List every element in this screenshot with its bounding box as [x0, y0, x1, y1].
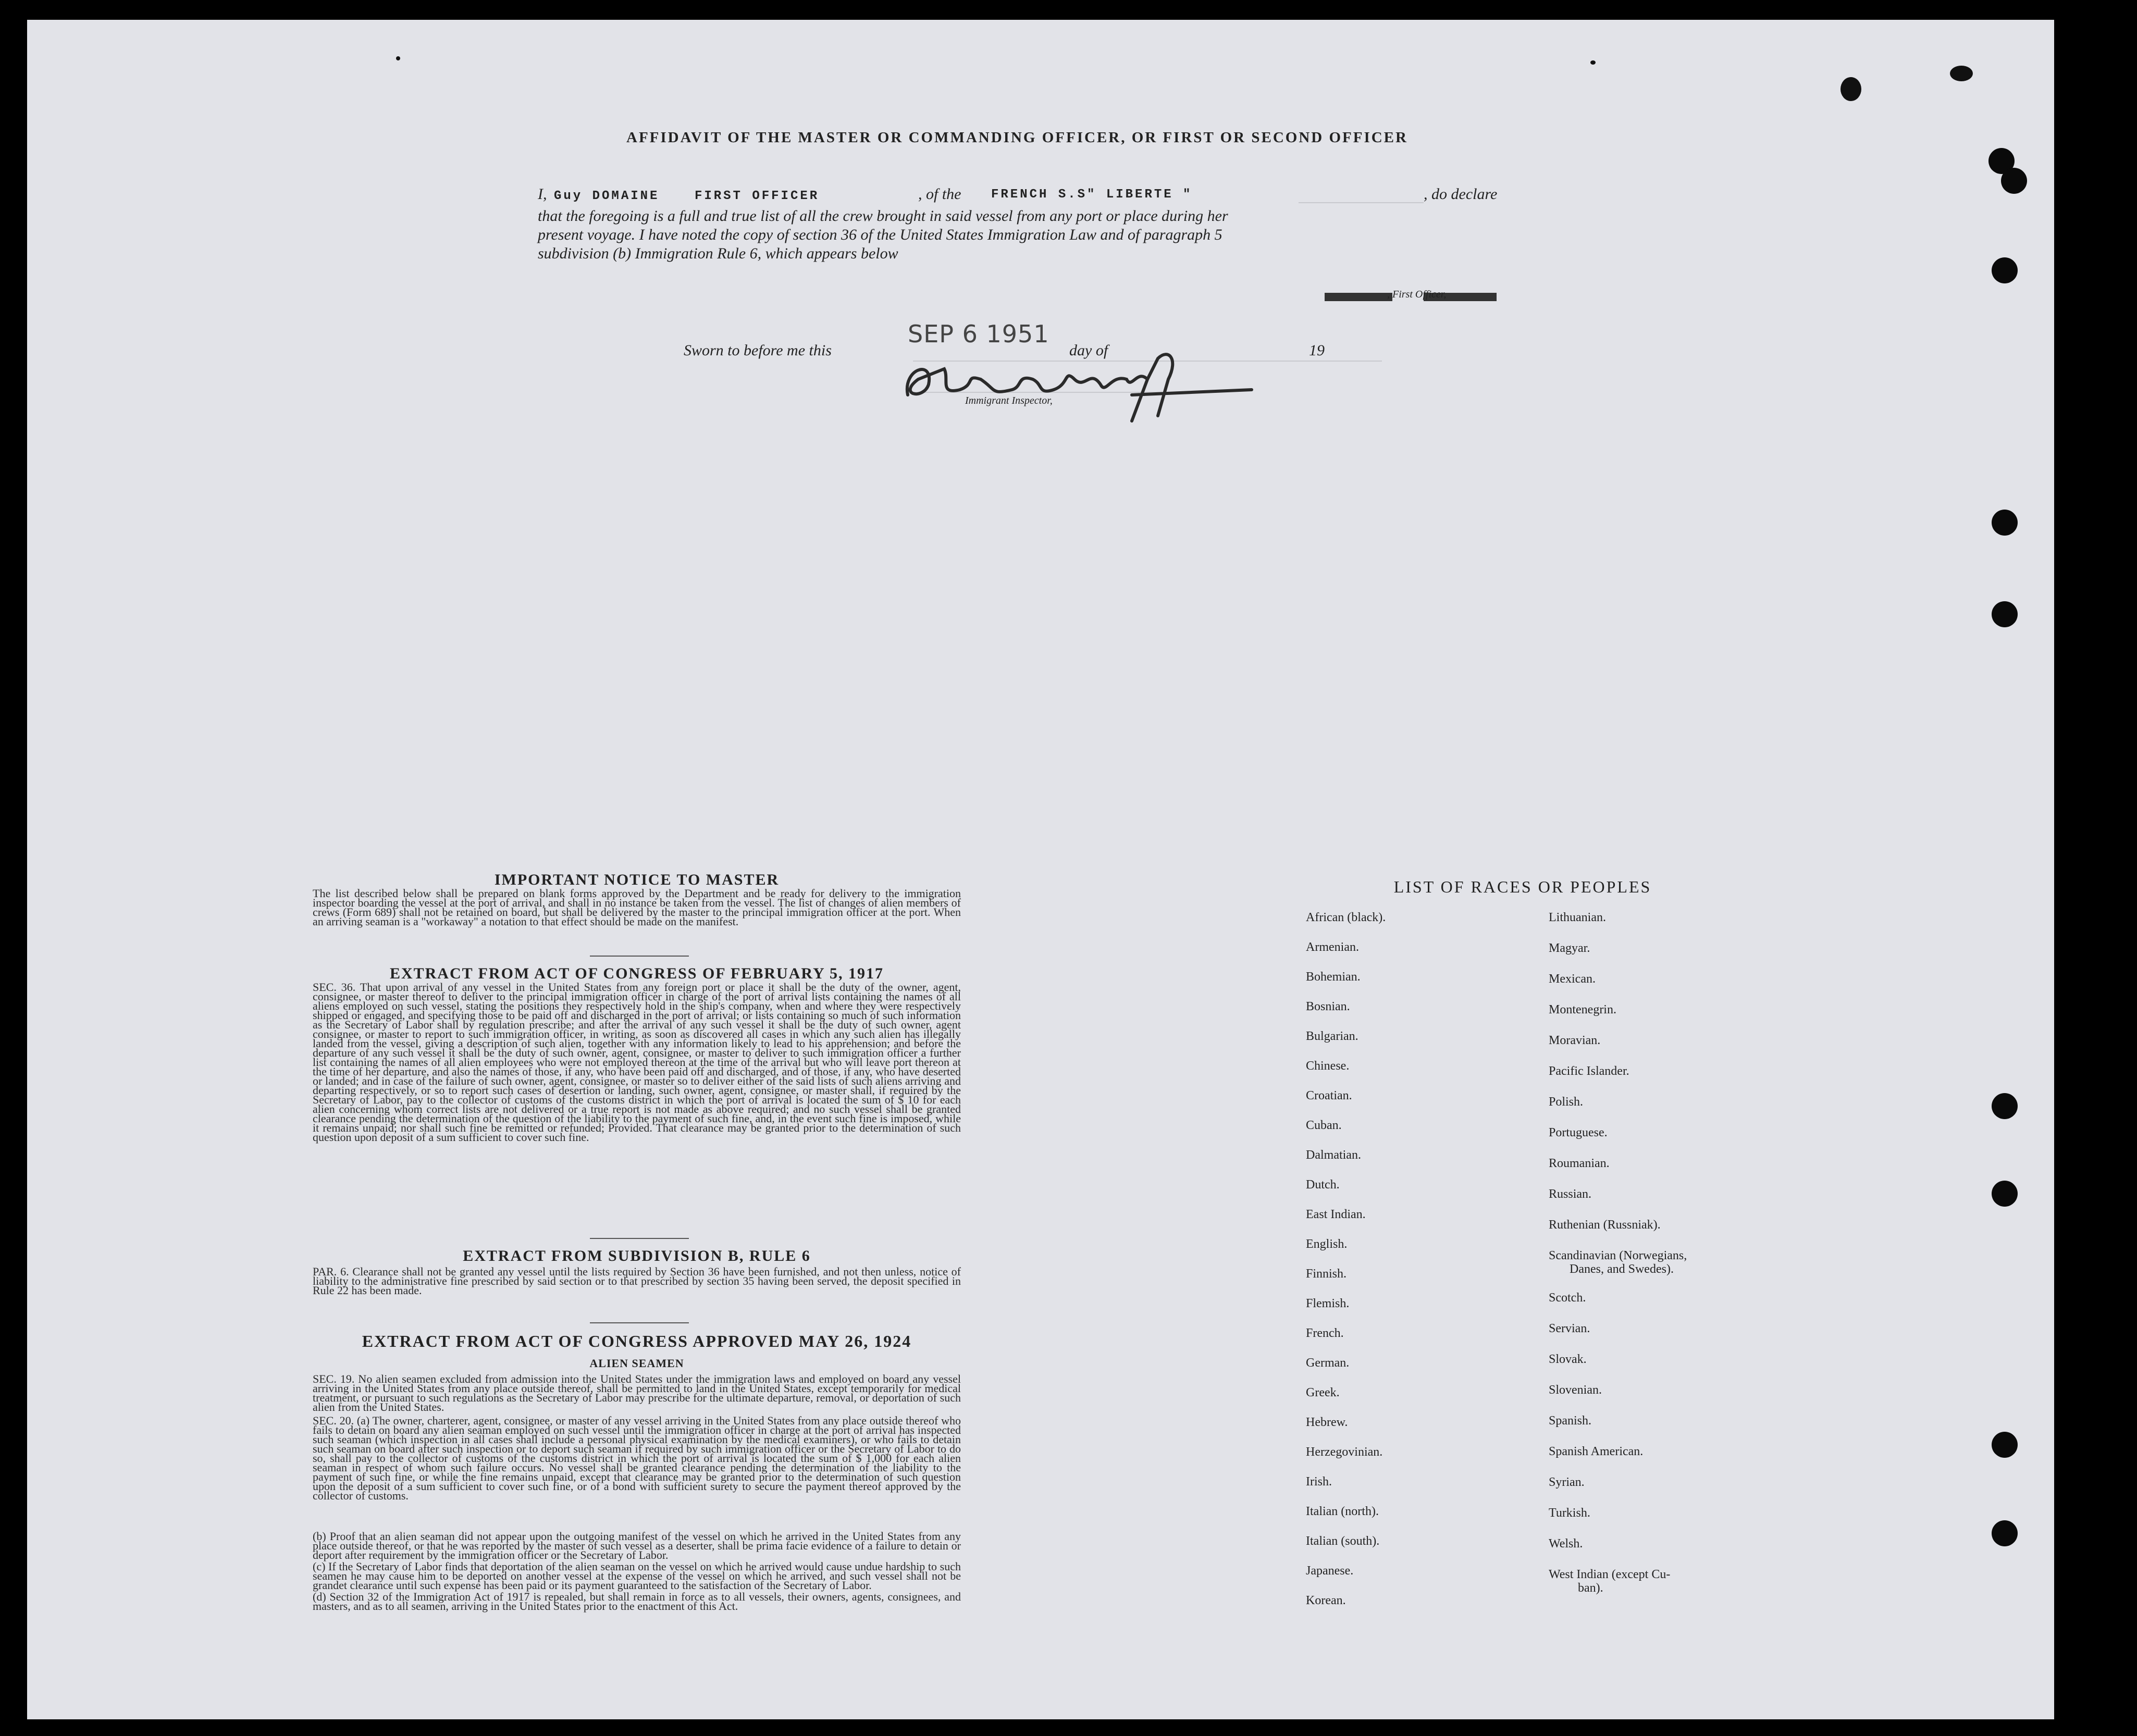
document-page	[27, 20, 2054, 1719]
race-item: East Indian.	[1306, 1208, 1366, 1221]
sec19-body: SEC. 19. No alien seamen excluded from admission into the United States under the immigration laws and employed on board any vessel arriving in the United States from any place outside thereof, shall be permitted to land in the United States, except temporarily for medical treatment, or pursuant to such regulations as the Secretary of Labor may prescribe for the ultimate departure, removal, or deportation of such alien from the United States.	[313, 1372, 961, 1413]
race-item: Pacific Islander.	[1549, 1064, 1629, 1078]
divider	[590, 1238, 689, 1239]
race-item: West Indian (except Cu-	[1549, 1568, 1671, 1581]
race-item-continuation: Danes, and Swedes).	[1570, 1262, 1674, 1276]
races-column-1	[1306, 911, 1478, 1640]
race-item: Bulgarian.	[1306, 1030, 1358, 1043]
race-item: African (black).	[1306, 911, 1386, 924]
race-item: Chinese.	[1306, 1059, 1350, 1073]
year-prefix: 19	[1309, 342, 1325, 359]
race-item: Hebrew.	[1306, 1416, 1348, 1429]
punch-hole	[1992, 1181, 2018, 1207]
punch-hole	[1992, 1093, 2018, 1119]
do-declare-text: , do declare	[1424, 185, 1498, 203]
sec20c-body: (c) If the Secretary of Labor finds that deportation of the alien seaman on the vessel on which he arrived would cause undue hardship to such seamen he may cause him to be deported on another vessel at the expense of the vessel on which he arrived, and such vessel shall not be grandet clearance until such expense has been paid or its payment guaranteed to the satisfaction of the Secretary of Labor.	[313, 1560, 961, 1592]
race-item: Dalmatian.	[1306, 1148, 1361, 1162]
ink-blot	[1840, 77, 1861, 101]
race-item: Greek.	[1306, 1386, 1340, 1399]
punch-hole	[1992, 601, 2018, 627]
race-item-continuation: ban).	[1578, 1581, 1603, 1595]
notice-title: IMPORTANT NOTICE TO MASTER	[494, 871, 780, 888]
signature-stroke	[907, 354, 1252, 421]
date-stamp: SEP 6 1951	[908, 320, 1049, 348]
punch-hole	[1992, 1432, 2018, 1458]
race-item: Korean.	[1306, 1594, 1346, 1607]
races-column-2	[1549, 911, 1768, 1640]
race-item: Armenian.	[1306, 940, 1359, 954]
race-item: Spanish.	[1549, 1414, 1592, 1428]
race-item: Japanese.	[1306, 1564, 1354, 1578]
notice-body: The list described below shall be prepared on blank forms approved by the Department and be ready for delivery to the immigration inspector boarding the vessel at the port of arrival, and shall in no instance be taken from the vessel. The list of changes of alien members of crews (Form 689) shall not be retained on board, but shall be delivered by the master to the principal immigration officer at the port. When an arriving seaman is a "workaway" a notation to that effect should be made on the manifest.	[313, 887, 961, 928]
sec20b-body: (b) Proof that an alien seaman did not appear upon the outgoing manifest of the vessel on which he arrived in the United States from any place outside thereof, or that he was reported by the master of such vessel as a deserter, shall be prima facie evidence of a failure to detain or deport after requirement by the immigration officer or the Secretary of Labor.	[313, 1530, 961, 1561]
race-item: Ruthenian (Russniak).	[1549, 1218, 1661, 1232]
race-item: Bohemian.	[1306, 970, 1361, 984]
inspector-label: Immigrant Inspector,	[965, 395, 1053, 406]
punch-hole	[1992, 257, 2018, 283]
race-item: English.	[1306, 1237, 1348, 1251]
affidavit-title: AFFIDAVIT OF THE MASTER OR COMMANDING OFFICER, OR FIRST OR SECOND OFFICER	[626, 129, 1408, 146]
divider	[590, 1322, 689, 1323]
race-item: Scotch.	[1549, 1291, 1586, 1305]
race-item: Turkish.	[1549, 1506, 1590, 1520]
race-item: Cuban.	[1306, 1119, 1342, 1132]
extract-1917-title: EXTRACT FROM ACT OF CONGRESS OF FEBRUARY 5, 1917	[389, 965, 884, 982]
race-item: Roumanian.	[1549, 1157, 1610, 1170]
officer-sign-line: , First Officer,	[1387, 289, 1447, 300]
redaction-bar	[1325, 293, 1392, 301]
vessel-name: FRENCH S.S" LIBERTE "	[991, 188, 1193, 202]
race-item: Spanish American.	[1549, 1445, 1644, 1458]
blank-line	[1299, 202, 1424, 203]
race-item: Portuguese.	[1549, 1126, 1608, 1139]
affidavit-line-3: present voyage. I have noted the copy of section 36 of the United States Immigration Law and of paragraph 5	[538, 226, 1222, 243]
ink-speck	[396, 56, 400, 60]
extract-1917-body: SEC. 36. That upon arrival of any vessel in the United States from any foreign port or place it shall be the duty of the owner, agent, consignee, or master thereof to deliver to the principal immigration officer in charge of the port of arrival lists containing the names of all aliens employed on such vessel, stating the positions they respectively hold in the ship's company, when and where they were respectively shipped or engaged, and specifying those to be paid off and discharged in the port of arrival; or lists containing so much of such information as the Secretary of Labor shall by regulation prescribe; and after the arrival of any such vessel it shall be the duty of such owner, agent consignee, or master to report to such immigration officer, in writing, as soon as discovered all cases in which any such alien has illegally landed from the vessel, giving a description of such alien, together with any information likely to lead to his apprehension; and before the departure of any such vessel it shall be the duty of such owner, agent, consignee, or master to deliver to such immigration officer a further list containing the names of all alien employees who were not employed thereon at the time of the arrival but who will leave port thereon at the time of her departure, and also the names of those, if any, who have been paid off and discharged, and of those, if any, who have deserted or landed; and in case of the failure of such owner, agent, consignee, or master so to deliver either of the said lists of such aliens arriving and departing respectively, or so to report such cases of desertion or landing, such owner, agent, consignee, or master shall, if required by the Secretary of Labor, pay to the collector of customs of the customs district in which the port of arrival is located the sum of $ 10 for each alien concerning whom correct lists are not delivered or a true report is not made as above required; and no such vessel shall be granted clearance pending the determination of the question of the liability to the payment of such fine, and, in the event such fine is imposed, while it remains unpaid; nor shall such fine be remitted or refunded; Provided. That clearance may be granted prior to the determination of such question upon deposit of a sum sufficient to cover such fine.	[313, 981, 961, 1144]
ink-speck	[1590, 60, 1596, 65]
race-item: Dutch.	[1306, 1178, 1340, 1192]
inspector-signature	[887, 338, 1273, 426]
race-item: Italian (north).	[1306, 1505, 1379, 1518]
race-item: Slovak.	[1549, 1353, 1587, 1366]
race-item: Slovenian.	[1549, 1383, 1602, 1397]
sec20d-body: (d) Section 32 of the Immigration Act of 1917 is repealed, but shall remain in force as to all vessels, their owners, agents, consignees, and masters, and as to all seamen, arriving in the United States prior to the enactment of this Act.	[313, 1590, 961, 1613]
affidavit-prefix: I,	[538, 185, 547, 203]
sworn-text: Sworn to before me this	[684, 342, 832, 359]
punch-hole	[1992, 1520, 2018, 1546]
race-item: Mexican.	[1549, 972, 1596, 986]
race-item: Italian (south).	[1306, 1534, 1380, 1548]
races-title: LIST OF RACES OR PEOPLES	[1393, 877, 1652, 896]
race-item: Herzegovinian.	[1306, 1445, 1383, 1459]
race-item: Finnish.	[1306, 1267, 1347, 1281]
ink-blot	[1950, 66, 1973, 81]
of-the-text: , of the	[918, 185, 961, 203]
race-item: Polish.	[1549, 1095, 1584, 1109]
race-item: German.	[1306, 1356, 1350, 1370]
race-item: Croatian.	[1306, 1089, 1352, 1102]
extract-1924-subtitle: ALIEN SEAMEN	[589, 1357, 684, 1370]
officer-rank: FIRST OFFICER	[694, 189, 820, 203]
race-item: Moravian.	[1549, 1034, 1601, 1047]
race-item: Lithuanian.	[1549, 911, 1606, 924]
race-item: Montenegrin.	[1549, 1003, 1616, 1016]
race-item: Irish.	[1306, 1475, 1332, 1489]
race-item: Welsh.	[1549, 1537, 1583, 1551]
race-item: Servian.	[1549, 1322, 1590, 1335]
extract-rule6-body: PAR. 6. Clearance shall not be granted any vessel until the lists required by Section 36 have been furnished, and not then unless, notice of liability to the administrative fine prescribed by said section or to that prescribed by section 35 having been served, the deposit specified in Rule 22 has been made.	[313, 1265, 961, 1297]
punch-hole	[1992, 510, 2018, 536]
extract-1924-title: EXTRACT FROM ACT OF CONGRESS APPROVED MAY 26, 1924	[362, 1332, 912, 1350]
race-item: Bosnian.	[1306, 1000, 1350, 1013]
affidavit-line-2: that the foregoing is a full and true list of all the crew brought in said vessel from any port or place during her	[538, 207, 1228, 225]
race-item: Russian.	[1549, 1187, 1592, 1201]
race-item: Magyar.	[1549, 941, 1590, 955]
race-item: Flemish.	[1306, 1297, 1350, 1310]
affidavit-line-4: subdivision (b) Immigration Rule 6, which appears below	[538, 245, 898, 262]
punch-hole	[2001, 168, 2027, 194]
race-item: Scandinavian (Norwegians,	[1549, 1249, 1687, 1262]
race-item: Syrian.	[1549, 1475, 1585, 1489]
officer-name: Guy DOMAINE	[554, 189, 660, 203]
race-item: French.	[1306, 1326, 1344, 1340]
extract-rule6-title: EXTRACT FROM SUBDIVISION B, RULE 6	[463, 1247, 811, 1264]
divider	[590, 956, 689, 957]
day-of-text: day of	[1069, 342, 1108, 359]
sec20a-body: SEC. 20. (a) The owner, charterer, agent, consignee, or master of any vessel arriving in the United States from any place outside thereof who fails to detain on board any alien seaman employed on such vessel until the immigration officer in charge at the port of arrival has inspected such seaman (which inspection in all cases shall include a personal physical examination by the medical examiners), or who fails to detain such seaman on board after such inspection or to deport such seaman if required by such immigration officer or the Secretary of Labor to do so, shall pay to the collector of customs of the customs district in which the port of arrival is located the sum of $ 1,000 for each alien seaman in respect of whom such failure occurs. No vessel shall be granted clearance pending the determination of the liability to the payment of such fine, or while the fine remains unpaid, except that clearance may be granted prior to the determination of such question upon the deposit of a sum sufficient to cover such fine, or of a bond with sufficient surety to secure the payment thereof approved by the collector of customs.	[313, 1414, 961, 1502]
